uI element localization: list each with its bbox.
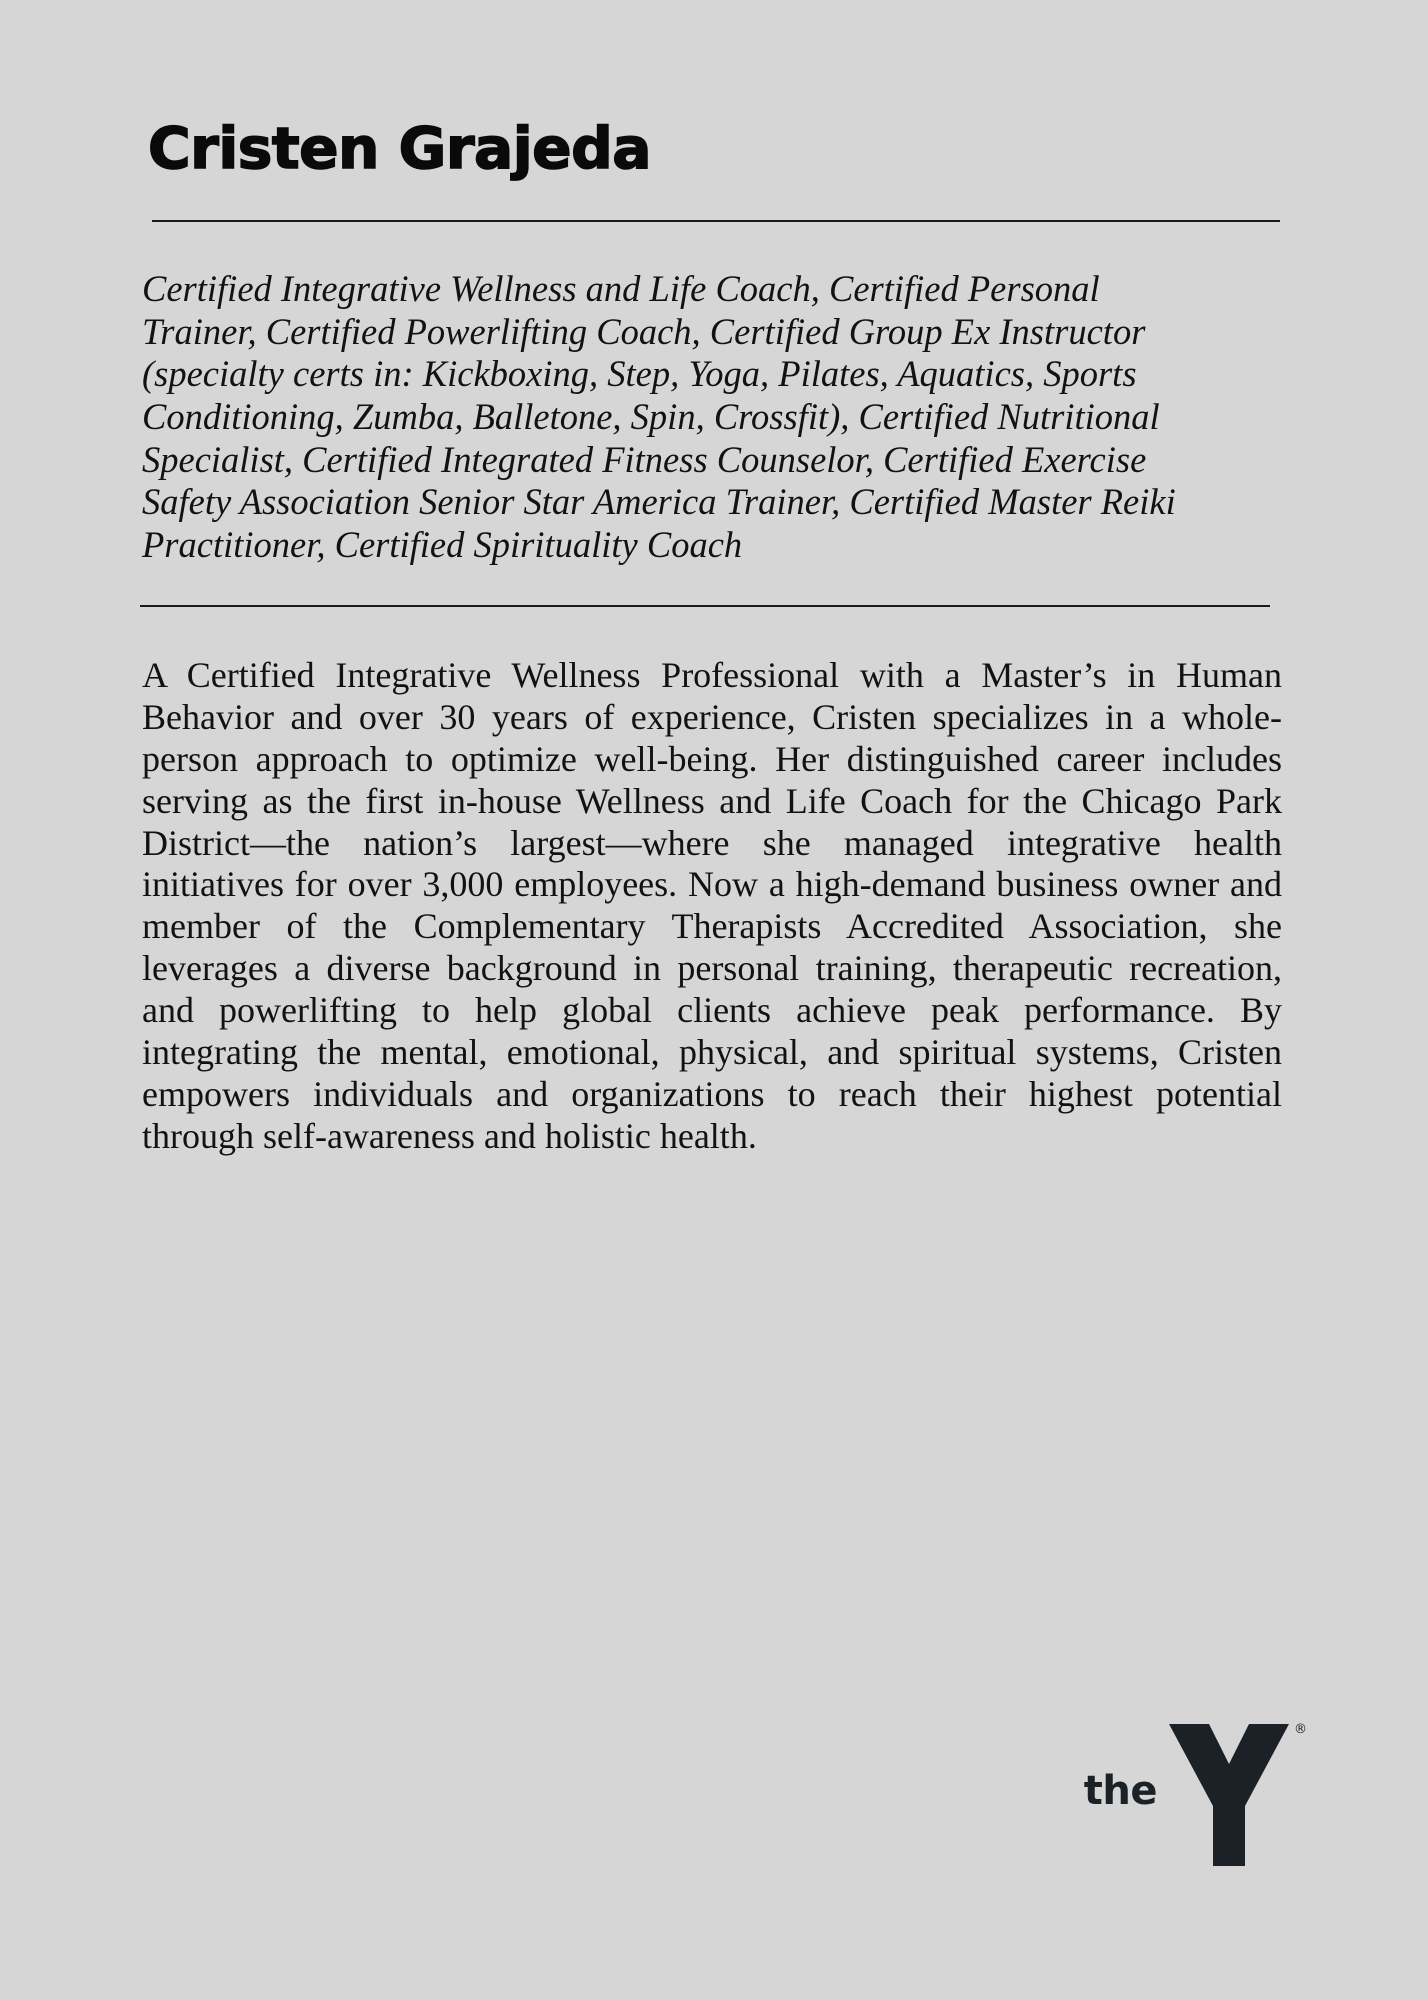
- page-title: Cristen Grajeda: [148, 116, 651, 182]
- bio-paragraph: A Certified Integrative Wellness Professional with a Master’s in Human Behavior and over 30 years of experience, Cristen specializes in a whole-person approach to optimize well-being. Her distinguished career includes serving as the first in-house Wellness and Life Coach for the Chicago Park District—the nation’s largest—where she managed integrative health initiatives for over 3,000 employees. Now a high-demand business owner and member of the Complementary Therapists Accredited Association, she leverages a diverse background in personal training, therapeutic recreation, and powerlifting to help global clients achieve peak performance. By integrating the mental, emotional, physical, and spiritual systems, Cristen empowers individuals and organizations to reach their highest potential through self-awareness and holistic health.: [142, 654, 1282, 1157]
- ymca-logo: [1083, 1720, 1307, 1870]
- logo-the-text: the: [1083, 1768, 1157, 1814]
- divider-top: [152, 220, 1280, 222]
- logo-ymca-text: YMCA: [1211, 1830, 1240, 1868]
- credentials-paragraph: Certified Integrative Wellness and Life Coach, Certified Personal Trainer, Certified Powerlifting Coach, Certified Group Ex Instructor (specialty certs in: Kickboxing, Step, Yoga, Pilates, Aquatics, Sports Conditioning, Zumba, Balletone, Spin, Crossfit), Certified Nutritional Specialist, Certified Integrated Fitness Counselor, Certified Exercise Safety Association Senior Star America Trainer, Certified Master Reiki Practitioner, Certified Spirituality Coach: [142, 267, 1176, 566]
- divider-bottom: [140, 605, 1270, 607]
- ymca-y-icon: [1163, 1720, 1307, 1870]
- registered-trademark-icon: ®: [1294, 1722, 1307, 1737]
